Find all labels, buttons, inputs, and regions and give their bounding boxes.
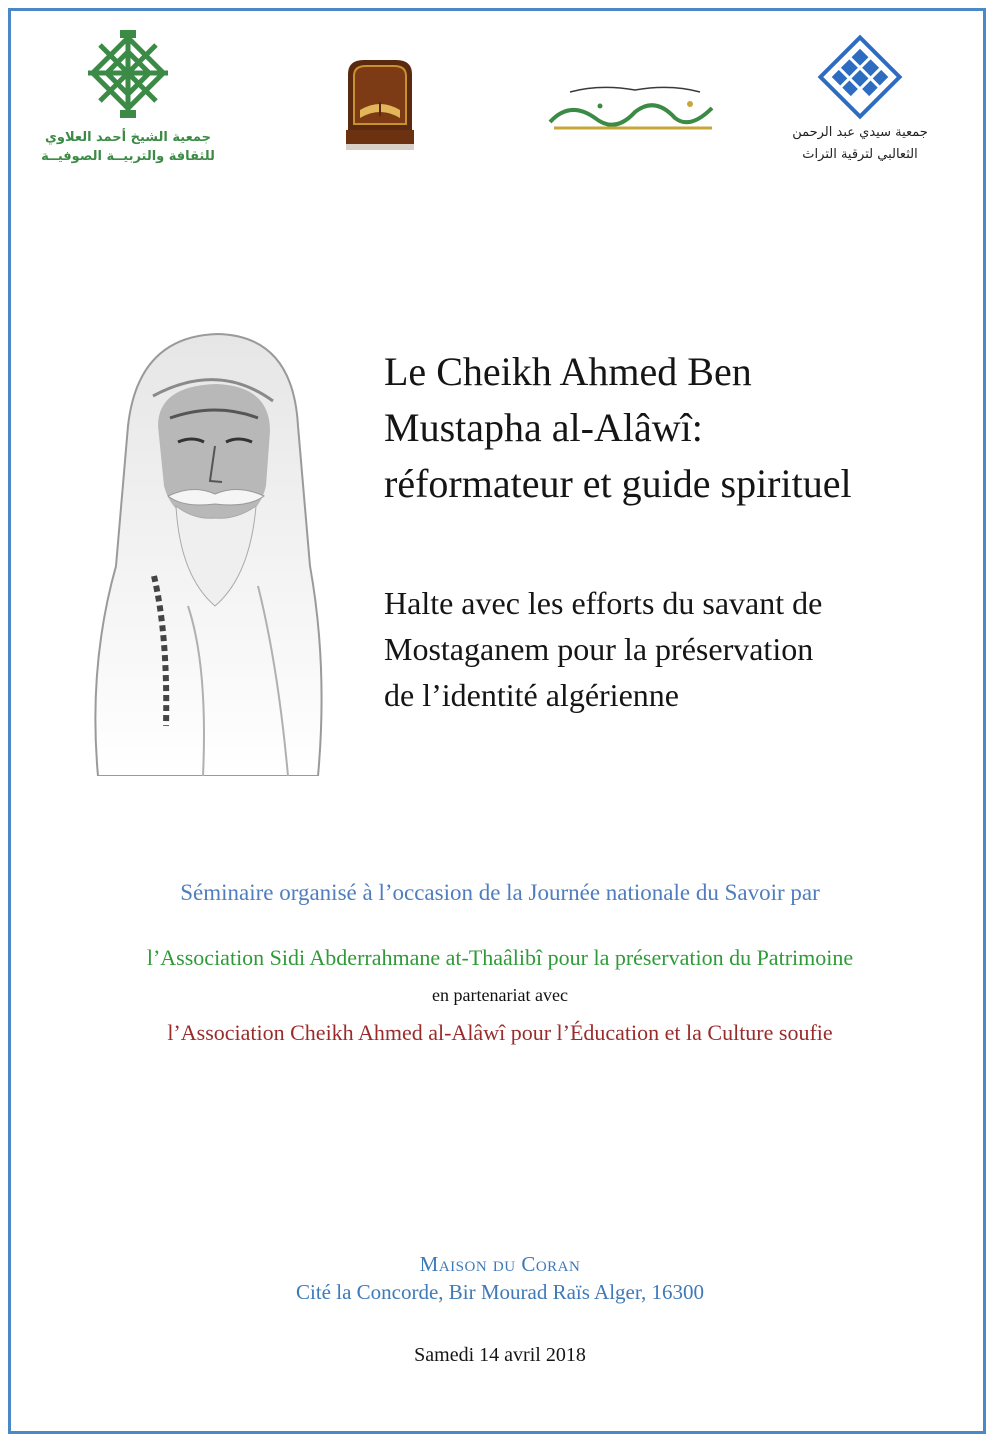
subtitle-line: Mostaganem pour la préservation (384, 631, 814, 667)
venue-address: Cité la Concorde, Bir Mourad Raïs Alger, 16300 (295, 1280, 704, 1304)
logo-ministry (540, 78, 720, 143)
calligraphy-emblem-icon (540, 78, 720, 138)
main-title (384, 344, 964, 512)
logo-alawi-association (38, 28, 218, 166)
partnership-line: en partenariat avec (432, 985, 568, 1005)
logo-dar-quran (340, 52, 420, 157)
title-line: réformateur et guide spirituel (384, 461, 852, 506)
subtitle-line: Halte avec les efforts du savant de (384, 585, 823, 621)
title-line: Mustapha al-Alâwî: (384, 405, 703, 450)
partner-association: l’Association Cheikh Ahmed al-Alâwî pour l’Éducation et la Culture soufie (167, 1020, 833, 1045)
venue-name: Maison du Coran (419, 1252, 581, 1276)
logo-thaalibi-association (770, 32, 950, 166)
seminar-line: Séminaire organisé à l’occasion de la Journée nationale du Savoir par (180, 880, 820, 905)
thaalibi-name-line1: جمعية سيدي عبد الرحمن (792, 125, 928, 140)
book-emblem-icon (340, 52, 420, 152)
alawi-name-line2: للثقافة والتربيــة الصوفيــة (41, 149, 215, 164)
portrait-photo-icon (58, 306, 358, 776)
green-emblem-icon (73, 28, 183, 128)
blue-kufic-emblem-icon (815, 32, 905, 122)
subtitle (384, 580, 964, 718)
subtitle-line: de l’identité algérienne (384, 677, 679, 713)
organizer-association: l’Association Sidi Abderrahmane at-Thaâlibî pour la préservation du Patrimoine (146, 945, 854, 970)
sheikh-portrait (58, 306, 358, 776)
thaalibi-name-line2: الثعالبي لترقية التراث (802, 147, 918, 162)
event-date: Samedi 14 avril 2018 (414, 1344, 586, 1366)
title-line: Le Cheikh Ahmed Ben (384, 349, 752, 394)
alawi-name-line1: جمعية الشيخ أحمد العلاوي (44, 130, 212, 145)
